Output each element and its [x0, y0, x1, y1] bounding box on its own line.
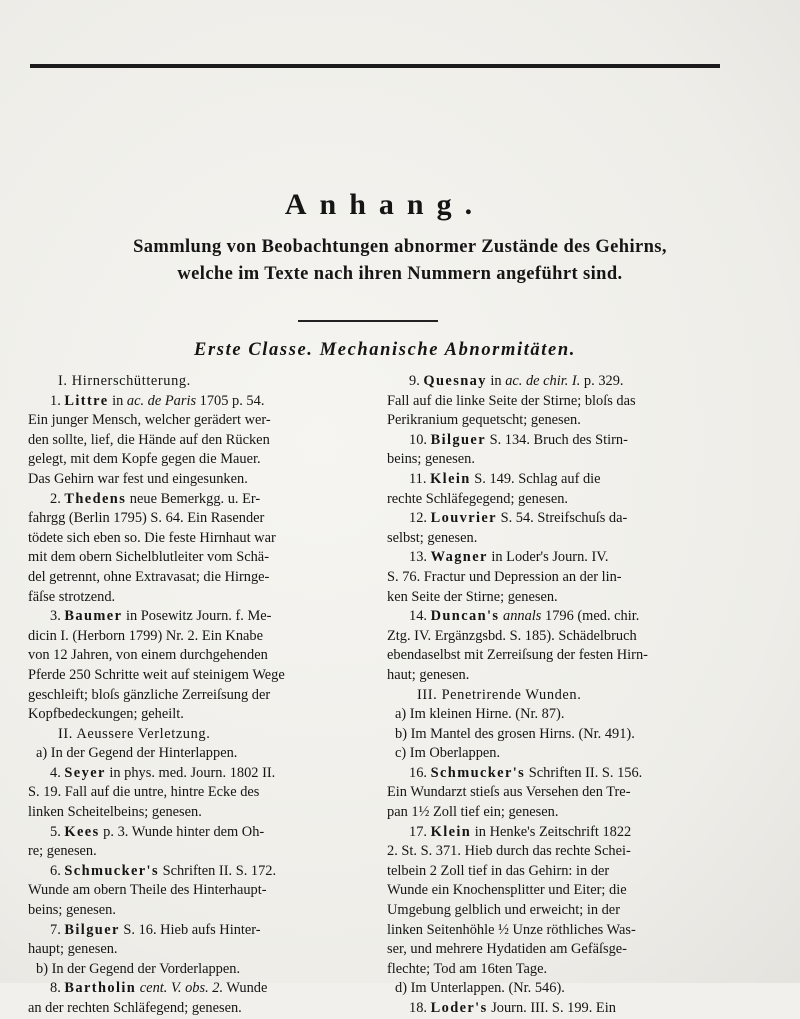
entry-number: 2.	[50, 490, 61, 507]
entry-line: von 12 Jahren, von einem durchgehenden	[28, 647, 268, 664]
entry-head	[28, 392, 363, 412]
entry-line: ser, und mehrere Hydatiden am Gefäſsge-	[387, 941, 627, 958]
right-column	[387, 372, 720, 1019]
class-heading: Erste Classe. Mechanische Abnormitäten.	[194, 340, 576, 360]
entry-text: 1705 p. 54.	[196, 392, 265, 409]
entry-head	[387, 509, 720, 529]
subsection-heading: b) Im Mantel des grosen Hirns. (Nr. 491).	[395, 725, 635, 742]
entry-line: flechte; Tod am 16ten Tage.	[387, 960, 548, 977]
entry-head	[387, 431, 720, 451]
entry-line: S. 76. Fractur und Depression an der lin-	[387, 568, 622, 585]
entry-head	[28, 607, 363, 627]
author-name: Seyer	[64, 764, 106, 781]
entry-head	[387, 999, 720, 1019]
entry-line: telbein 2 Zoll tief in das Gehirn: in der	[387, 862, 610, 879]
entry-number: 12.	[409, 510, 427, 527]
entry-number: 13.	[409, 549, 427, 566]
entry-line: haupt; genesen.	[28, 941, 118, 958]
entry-text: Wunde	[223, 980, 268, 997]
entry-text: in	[486, 373, 506, 389]
entry-text: Journ. III. S. 199. Ein	[487, 1000, 616, 1016]
entry-text: p. 329.	[580, 373, 624, 389]
entry-number: 16.	[409, 764, 427, 781]
section-heading: I. Hirnerschütterung.	[58, 373, 191, 389]
entry-line: geschleift; bloſs gänzliche Zerreiſsung der	[28, 686, 271, 703]
source-title: annals	[503, 608, 542, 625]
entry-number: 10.	[409, 431, 427, 448]
subtitle-line-1: Sammlung von Beobachtungen abnormer Zustände des Gehirns,	[133, 237, 667, 257]
entry-line: tödete sich eben so. Die feste Hirnhaut war	[28, 529, 276, 546]
entry-line: S. 19. Fall auf die untre, hintre Ecke des	[28, 784, 260, 801]
header-rule	[30, 64, 720, 68]
entry-text: Schriften II. S. 172.	[158, 862, 277, 879]
entry-head	[28, 823, 363, 843]
entry-line: fahrgg (Berlin 1795) S. 64. Ein Rasender	[28, 510, 265, 527]
entry-line: haut; genesen.	[387, 666, 470, 683]
entry-text: p. 3. Wunde hinter dem Oh-	[99, 823, 265, 840]
author-name: Kees	[64, 823, 100, 840]
section-divider	[298, 320, 438, 322]
entry-line: Wunde am obern Theile des Hinterhaupt-	[28, 882, 267, 899]
entry-text: Schriften II. S. 156.	[525, 764, 643, 781]
entry-line: Perikranium gequetscht; genesen.	[387, 412, 581, 429]
entry-head	[387, 548, 720, 568]
left-column	[28, 372, 363, 1019]
entry-number: 18.	[409, 1000, 427, 1016]
author-name: Thedens	[64, 490, 127, 507]
section-heading: II. Aeussere Verletzung.	[58, 725, 211, 742]
entry-line: del getrennt, ohne Extravasat; die Hirnge-	[28, 568, 270, 585]
subsection-heading: a) Im kleinen Hirne. (Nr. 87).	[395, 706, 565, 723]
entry-line: Das Gehirn war fest und eingesunken.	[28, 470, 248, 487]
entry-number: 1.	[50, 392, 61, 409]
entry-line: Ein junger Mensch, welcher gerädert wer-	[28, 412, 271, 429]
entry-line: gelegt, mit dem Kopfe gegen die Mauer.	[28, 451, 261, 468]
subsection-heading: b) In der Gegend der Vorderlappen.	[36, 960, 241, 977]
entry-head	[28, 764, 363, 784]
author-name: Louvrier	[430, 510, 497, 527]
page-title: Anhang.	[284, 188, 486, 221]
entry-line: den sollte, lief, die Hände auf den Rücken	[28, 431, 270, 448]
author-name: Baumer	[64, 608, 123, 625]
entry-line: Pferde 250 Schritte weit auf steinigem Wege	[28, 666, 285, 683]
entry-text: in	[108, 392, 127, 409]
entry-line: dicin I. (Herborn 1799) Nr. 2. Ein Knabe	[28, 627, 263, 644]
entry-line: selbst; genesen.	[387, 529, 478, 546]
author-name: Wagner	[430, 549, 488, 566]
entry-line: fäſse strotzend.	[28, 588, 116, 605]
entry-head	[387, 607, 720, 627]
entry-number: 6.	[50, 862, 61, 879]
entry-text: neue Bemerkgg. u. Er-	[126, 490, 261, 507]
entry-line: pan 1½ Zoll tief ein; genesen.	[387, 804, 559, 821]
author-name: Littre	[64, 392, 109, 409]
entry-line: Wunde ein Knochensplitter und Eiter; die	[387, 882, 627, 899]
subsection-heading: a) In der Gegend der Hinterlappen.	[36, 745, 238, 762]
entry-number: 3.	[50, 608, 61, 625]
author-name: Klein	[430, 470, 471, 487]
entry-text: in Henke's Zeitschrift 1822	[471, 823, 632, 840]
entry-line: linken Scheitelbeins; genesen.	[28, 804, 202, 821]
entry-number: 7.	[50, 921, 61, 938]
entry-line: ken Seite der Stirne; genesen.	[387, 588, 558, 605]
entry-number: 9.	[409, 373, 420, 389]
entry-line: re; genesen.	[28, 843, 97, 860]
author-name: Bilguer	[64, 921, 120, 938]
entry-line: Kopfbedeckungen; geheilt.	[28, 706, 184, 723]
entry-number: 5.	[50, 823, 61, 840]
entry-number: 17.	[409, 823, 427, 840]
entry-line: an der rechten Schläfegend; genesen.	[28, 1000, 242, 1016]
source-title: ac. de chir. I.	[505, 373, 581, 389]
subsection-heading: c) Im Oberlappen.	[395, 745, 501, 762]
entry-head	[28, 490, 363, 510]
author-name: Schmucker's	[64, 862, 159, 879]
entry-line: beins; genesen.	[387, 451, 475, 468]
entry-text: S. 54. Streifschuſs da-	[496, 510, 628, 527]
entry-line: beins; genesen.	[28, 902, 116, 919]
entry-line: ebendaselbst mit Zerreiſsung der festen Hirn-	[387, 647, 648, 664]
entry-text: S. 149. Schlag auf die	[470, 470, 601, 487]
author-name: Klein	[430, 823, 472, 840]
entry-head	[28, 979, 363, 999]
entry-line: 2. St. S. 371. Hieb durch das rechte Schei-	[387, 843, 631, 860]
source-title: ac. de Paris	[126, 392, 197, 409]
entry-number: 4.	[50, 764, 61, 781]
entry-text: S. 16. Hieb aufs Hinter-	[119, 921, 261, 938]
entry-head	[387, 372, 720, 392]
entry-line: rechte Schläfegegend; genesen.	[387, 490, 568, 507]
entry-line: mit dem obern Sichelblutleiter vom Schä-	[28, 549, 269, 566]
entry-head	[28, 862, 363, 882]
entry-head	[387, 764, 720, 784]
entry-head	[387, 470, 720, 490]
section-heading: III. Penetrirende Wunden.	[417, 686, 582, 703]
entry-number: 14.	[409, 608, 427, 625]
author-name: Quesnay	[423, 373, 487, 389]
entry-number: 11.	[409, 470, 427, 487]
entry-text: S. 134. Bruch des Stirn-	[485, 431, 628, 448]
entry-head	[387, 823, 720, 843]
subsection-heading: d) Im Unterlappen. (Nr. 546).	[395, 980, 565, 997]
entry-text: in Loder's Journ. IV.	[487, 549, 609, 566]
author-name: Schmucker's	[430, 764, 526, 781]
entry-line: linken Seitenhöhle ½ Unze röthliches Was-	[387, 921, 636, 938]
author-name: Bilguer	[430, 431, 486, 448]
entry-line: Umgebung gelblich und erweicht; in der	[387, 902, 620, 919]
entry-text: 1796 (med. chir.	[541, 608, 640, 625]
source-title: cent. V. obs. 2.	[139, 980, 224, 997]
subtitle-line-2: welche im Texte nach ihren Nummern angeführt sind.	[177, 264, 623, 284]
author-name: Duncan's	[430, 608, 500, 625]
entry-line: Ein Wundarzt stieſs aus Versehen den Tre-	[387, 784, 631, 801]
entry-line: Fall auf die linke Seite der Stirne; bloſs das	[387, 392, 636, 409]
entry-text: in Posewitz Journ. f. Me-	[122, 608, 272, 625]
author-name: Loder's	[430, 1000, 488, 1016]
entry-text: in phys. med. Journ. 1802 II.	[105, 764, 276, 781]
entry-head	[28, 921, 363, 941]
author-name: Bartholin	[64, 980, 137, 997]
entry-line: Ztg. IV. Ergänzgsbd. S. 185). Schädelbruch	[387, 627, 637, 644]
entry-number: 8.	[50, 980, 61, 997]
